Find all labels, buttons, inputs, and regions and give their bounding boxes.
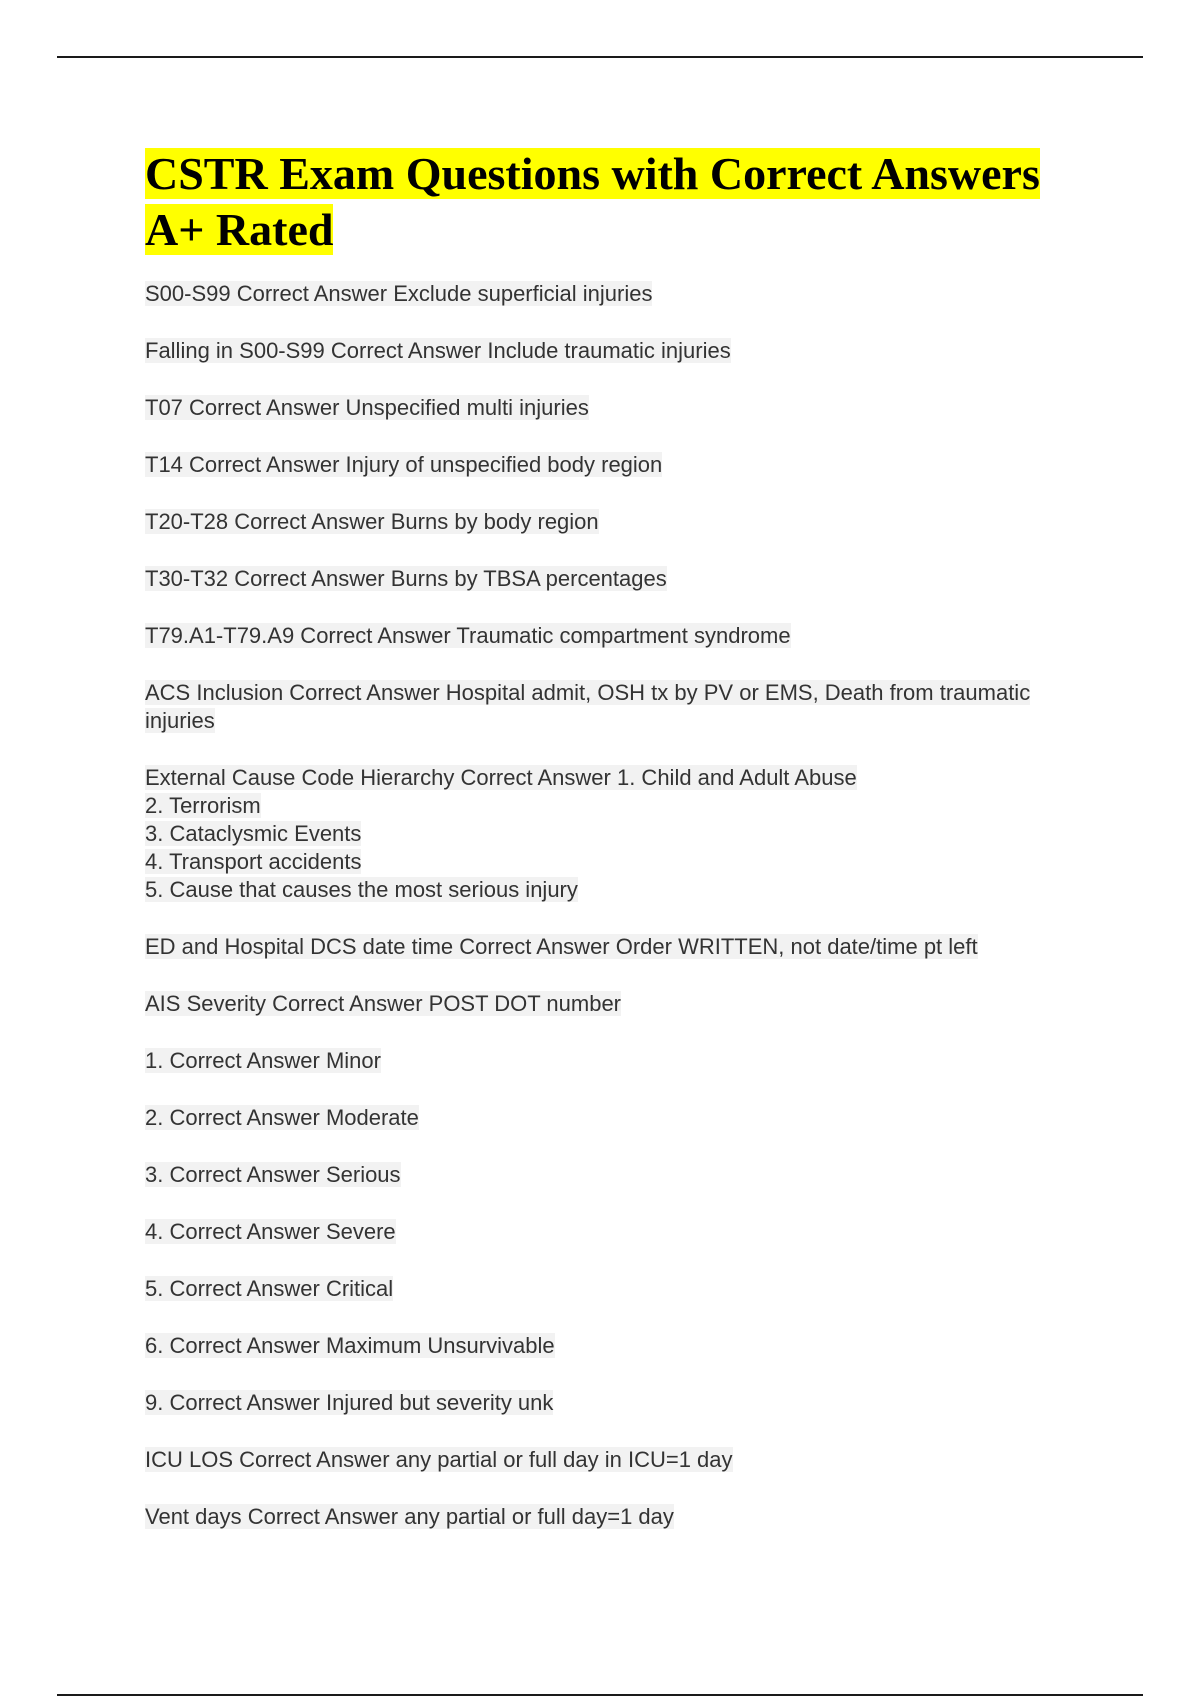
qa-entry: 3. Correct Answer Serious bbox=[145, 1162, 401, 1187]
qa-entry: 6. Correct Answer Maximum Unsurvivable bbox=[145, 1333, 555, 1358]
hierarchy-line: 4. Transport accidents bbox=[145, 849, 362, 874]
qa-entry: S00-S99 Correct Answer Exclude superficial injuries bbox=[145, 281, 653, 306]
document-body bbox=[145, 146, 1045, 1560]
hierarchy-line: 3. Cataclysmic Events bbox=[145, 821, 362, 846]
qa-entry: 1. Correct Answer Minor bbox=[145, 1048, 381, 1073]
qa-entry: T07 Correct Answer Unspecified multi injuries bbox=[145, 395, 589, 420]
qa-entry: T79.A1-T79.A9 Correct Answer Traumatic compartment syndrome bbox=[145, 623, 791, 648]
qa-entry: ICU LOS Correct Answer any partial or full day in ICU=1 day bbox=[145, 1447, 733, 1472]
qa-entry: Falling in S00-S99 Correct Answer Include traumatic injuries bbox=[145, 338, 731, 363]
qa-entry: ED and Hospital DCS date time Correct Answer Order WRITTEN, not date/time pt left bbox=[145, 934, 978, 959]
qa-entry: 9. Correct Answer Injured but severity unk bbox=[145, 1390, 554, 1415]
qa-entry: T14 Correct Answer Injury of unspecified body region bbox=[145, 452, 663, 477]
qa-entry: T20-T28 Correct Answer Burns by body region bbox=[145, 509, 599, 534]
qa-entry-hierarchy bbox=[145, 764, 1045, 904]
qa-entry: 2. Correct Answer Moderate bbox=[145, 1105, 419, 1130]
qa-entry: 5. Correct Answer Critical bbox=[145, 1276, 394, 1301]
hierarchy-line: 5. Cause that causes the most serious injury bbox=[145, 877, 578, 902]
qa-entry: 4. Correct Answer Severe bbox=[145, 1219, 396, 1244]
header-rule bbox=[57, 56, 1143, 58]
document-title bbox=[145, 146, 1045, 258]
qa-entry: T30-T32 Correct Answer Burns by TBSA percentages bbox=[145, 566, 667, 591]
qa-entry: AIS Severity Correct Answer POST DOT number bbox=[145, 991, 622, 1016]
qa-entry: ACS Inclusion Correct Answer Hospital admit, OSH tx by PV or EMS, Death from traumatic injuries bbox=[145, 680, 1031, 733]
footer-rule bbox=[57, 1694, 1143, 1696]
hierarchy-line: External Cause Code Hierarchy Correct Answer 1. Child and Adult Abuse bbox=[145, 765, 857, 790]
title-highlight: CSTR Exam Questions with Correct Answers A+ Rated bbox=[145, 148, 1040, 255]
qa-entry: Vent days Correct Answer any partial or full day=1 day bbox=[145, 1504, 674, 1529]
hierarchy-line: 2. Terrorism bbox=[145, 793, 261, 818]
